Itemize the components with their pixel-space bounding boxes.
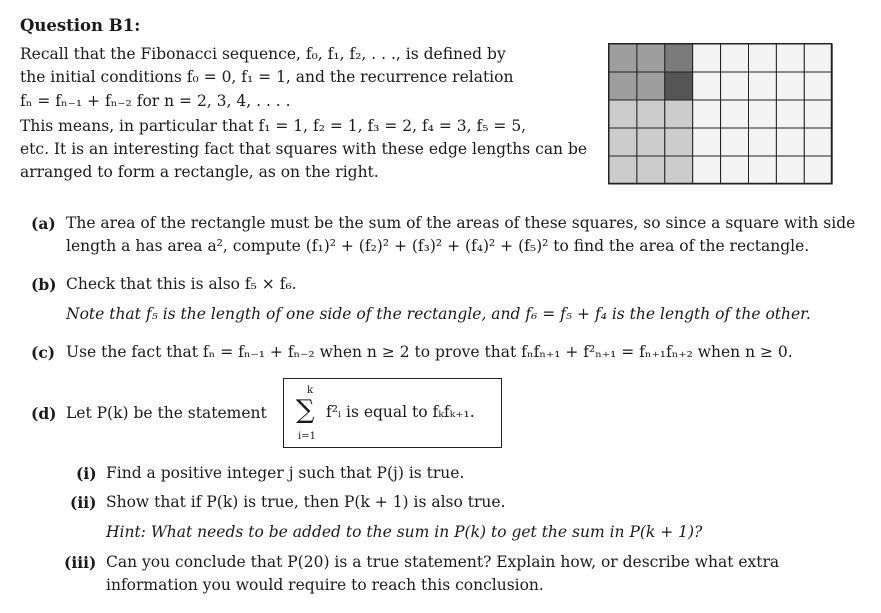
intro-line: arranged to form a rectangle, as on the right.: [20, 163, 379, 181]
subpart-text: information you would require to reach this conclusion.: [106, 576, 544, 594]
grid-cell: [665, 44, 693, 72]
grid-cell: [693, 156, 721, 184]
grid-cell: [637, 44, 665, 72]
grid-cell: [721, 100, 749, 128]
grid-cell: [609, 128, 637, 156]
grid-cell: [609, 156, 637, 184]
grid-cell: [665, 100, 693, 128]
sum-upper-limit: k: [307, 385, 314, 396]
grid-cell: [693, 72, 721, 100]
fibonacci-rectangle-figure: [608, 43, 834, 187]
subpart-text: Find a positive integer j such that P(j) is true.: [106, 464, 465, 482]
statement-box: [283, 378, 502, 448]
grid-cell: [609, 44, 637, 72]
grid-cell: [776, 100, 804, 128]
part-b-label: (b): [31, 275, 57, 294]
part-b-text: Check that this is also f₅ × f₆.: [66, 275, 297, 293]
grid-cell: [804, 72, 832, 100]
grid-cell: [804, 156, 832, 184]
grid-cell: [721, 44, 749, 72]
grid-cell: [637, 128, 665, 156]
part-c-label: (c): [31, 343, 56, 362]
intro-line: Recall that the Fibonacci sequence, f₀, f₁, f₂, . . ., is defined by: [20, 45, 506, 63]
grid-cell: [776, 128, 804, 156]
part-a-label: (a): [31, 214, 56, 233]
grid-cell: [721, 128, 749, 156]
grid-cell: [749, 156, 777, 184]
sum-term: f²ᵢ is equal to fₖfₖ₊₁.: [326, 403, 475, 421]
part-c-text: Use the fact that fₙ = fₙ₋₁ + fₙ₋₂ when n ≥ 2 to prove that fₙfₙ₊₁ + f²ₙ₊₁ = fₙ₊₁fₙ₊₂ when n ≥ 0.: [66, 343, 793, 361]
grid-cell: [776, 44, 804, 72]
intro-line: fₙ = fₙ₋₁ + fₙ₋₂ for n = 2, 3, 4, . . . .: [20, 92, 291, 110]
part-d-text: Let P(k) be the statement: [66, 404, 267, 422]
grid-cell: [721, 156, 749, 184]
grid-cell: [749, 128, 777, 156]
grid-cell: [804, 44, 832, 72]
subpart-text: Can you conclude that P(20) is a true statement? Explain how, or describe what extra: [106, 553, 780, 571]
grid-cell: [693, 100, 721, 128]
part-a-text: The area of the rectangle must be the sum of the areas of these squares, so since a square with side: [66, 214, 856, 232]
grid-cell: [776, 156, 804, 184]
subpart-label: (i): [76, 464, 97, 483]
grid-cell: [693, 128, 721, 156]
grid-cell: [637, 156, 665, 184]
grid-cell: [665, 72, 693, 100]
grid-cell: [637, 100, 665, 128]
subpart-text: Show that if P(k) is true, then P(k + 1) is also true.: [106, 493, 506, 511]
grid-cell: [804, 100, 832, 128]
grid-cell: [749, 100, 777, 128]
grid-cell: [665, 156, 693, 184]
subpart-label: (ii): [70, 493, 97, 512]
summation-symbol: ∑: [296, 395, 315, 425]
part-b-note: Note that f₅ is the length of one side of the rectangle, and f₆ = f₅ + f₄ is the length of the other.: [66, 305, 811, 323]
grid-cell: [721, 72, 749, 100]
subpart-hint: Hint: What needs to be added to the sum in P(k) to get the sum in P(k + 1)?: [106, 523, 703, 541]
grid-cell: [804, 128, 832, 156]
subpart-label: (iii): [64, 553, 97, 572]
grid-cell: [749, 44, 777, 72]
grid-cell: [749, 72, 777, 100]
grid-cell: [609, 72, 637, 100]
grid-cell: [609, 100, 637, 128]
grid-cell: [665, 128, 693, 156]
intro-line: the initial conditions f₀ = 0, f₁ = 1, and the recurrence relation: [20, 68, 514, 86]
question-title: Question B1:: [20, 16, 141, 35]
grid-cell: [637, 72, 665, 100]
grid-cell: [776, 72, 804, 100]
intro-line: etc. It is an interesting fact that squares with these edge lengths can be: [20, 140, 588, 158]
part-a-text: length a has area a², compute (f₁)² + (f₂)² + (f₃)² + (f₄)² + (f₅)² to find the area of the rectangle.: [66, 237, 810, 255]
intro-line: This means, in particular that f₁ = 1, f₂ = 1, f₃ = 2, f₄ = 3, f₅ = 5,: [20, 117, 527, 135]
grid-cell: [693, 44, 721, 72]
sum-lower-limit: i=1: [298, 431, 316, 442]
part-d-label: (d): [31, 404, 57, 423]
